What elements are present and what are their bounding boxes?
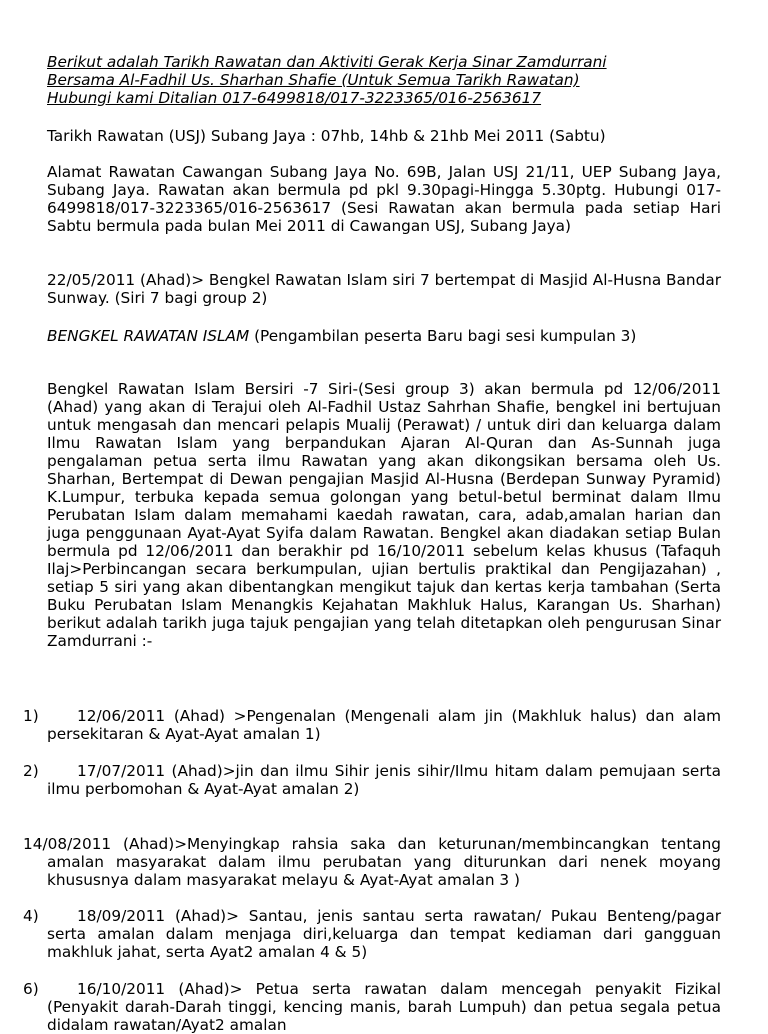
tarikh-rawatan: Tarikh Rawatan (USJ) Subang Jaya : 07hb, 14hb & 21hb Mei 2011 (Sabtu) (47, 127, 606, 145)
bengkel-heading (47, 327, 721, 345)
list-item (23, 835, 721, 889)
bengkel-heading-rest: (Pengambilan peserta Baru bagi sesi kumpulan 3) (249, 327, 637, 345)
list-item-number: 6) (23, 980, 39, 998)
list-item (23, 907, 721, 961)
alamat-rawatan: Alamat Rawatan Cawangan Subang Jaya No. 69B, Jalan USJ 21/11, UEP Subang Jaya, Subang Jaya. Rawatan akan bermula pd pkl 9.30pagi-Hingga 5.30ptg. Hubungi 017-6499818/017-3223365/016-2563617 (Sesi Rawatan akan bermula pada setiap Hari Sabtu bermula pada bulan Mei 2011 di Cawangan USJ, Subang Jaya) (47, 163, 721, 235)
list-item (23, 707, 721, 743)
header-line-2: Bersama Al-Fadhil Us. Sharhan Shafie (Untuk Semua Tarikh Rawatan) (47, 71, 580, 89)
list-item (23, 762, 721, 798)
list-item-number: 1) (23, 707, 39, 725)
list-item-text: 12/06/2011 (Ahad) >Pengenalan (Mengenali alam jin (Makhluk halus) dan alam persekitaran & Ayat-Ayat amalan 1) (47, 707, 721, 743)
list-item-text: 18/09/2011 (Ahad)> Santau, jenis santau serta rawatan/ Pukau Benteng/pagar serta amalan dalam menjaga diri,keluarga dan tempat kediaman dari gangguan makhluk jahat, serta Ayat2 amalan 4 & 5) (47, 907, 721, 961)
list-item-text: 17/07/2011 (Ahad)>jin dan ilmu Sihir jenis sihir/Ilmu hitam dalam pemujaan serta ilmu perbomohan & Ayat-Ayat amalan 2) (47, 762, 721, 798)
bengkel-body: Bengkel Rawatan Islam Bersiri -7 Siri-(Sesi group 3) akan bermula pd 12/06/2011 (Ahad) yang akan di Terajui oleh Al-Fadhil Ustaz Sahrhan Shafie, bengkel ini bertujuan untuk mengasah dan mencari pelapis Mualij (Perawat) / untuk diri dan keluarga dalam Ilmu Rawatan Islam yang berpandukan Ajaran Al-Quran dan As-Sunnah juga pengalaman petua serta ilmu Rawatan yang akan dikongsikan bersama oleh Us. Sharhan, Bertempat di Dewan pengajian Masjid Al-Husna (Berdepan Sunway Pyramid) K.Lumpur, terbuka kepada semua golongan yang betul-betul berminat dalam Ilmu Perubatan Islam dalam memahami kaedah rawatan, cara, adab,amalan harian dan juga penggunaan Ayat-Ayat Syifa dalam Rawatan. Bengkel akan diadakan setiap Bulan bermula pd 12/06/2011 dan berakhir pd 16/10/2011 sebelum kelas khusus (Tafaquh Ilaj>Perbincangan secara berkumpulan, ujian bertulis praktikal dan Pengijazahan) , setiap 5 siri yang akan dibentangkan mengikut tajuk dan kertas kerja tambahan (Serta Buku Perubatan Islam Menangkis Kejahatan Makhluk Halus, Karangan Us. Sharhan) berikut adalah tarikh juga tajuk pengajian yang telah ditetapkan oleh pengurusan Sinar Zamdurrani :- (47, 380, 721, 650)
header-line-3: Hubungi kami Ditalian 017-6499818/017-3223365/016-2563617 (47, 89, 542, 107)
list-item-text: 14/08/2011 (Ahad)>Menyingkap rahsia saka dan keturunan/membincangkan tentang amalan masyarakat dalam ilmu perubatan yang diturunkan dari nenek moyang khususnya dalam masyarakat melayu & Ayat-Ayat amalan 3 ) (23, 835, 721, 889)
list-item-number: 2) (23, 762, 39, 780)
list-item (23, 980, 721, 1034)
bengkel-siri-7: 22/05/2011 (Ahad)> Bengkel Rawatan Islam siri 7 bertempat di Masjid Al-Husna Bandar Sunway. (Siri 7 bagi group 2) (47, 271, 721, 307)
list-item-text: 16/10/2011 (Ahad)> Petua serta rawatan dalam mencegah penyakit Fizikal (Penyakit darah-Darah tinggi, kencing manis, barah Lumpuh) dan petua segala petua didalam rawatan/Ayat2 amalan (47, 980, 721, 1034)
header-line-1: Berikut adalah Tarikh Rawatan dan Aktiviti Gerak Kerja Sinar Zamdurrani (47, 53, 607, 71)
list-item-number: 4) (23, 907, 39, 925)
bengkel-heading-title: BENGKEL RAWATAN ISLAM (47, 327, 250, 345)
